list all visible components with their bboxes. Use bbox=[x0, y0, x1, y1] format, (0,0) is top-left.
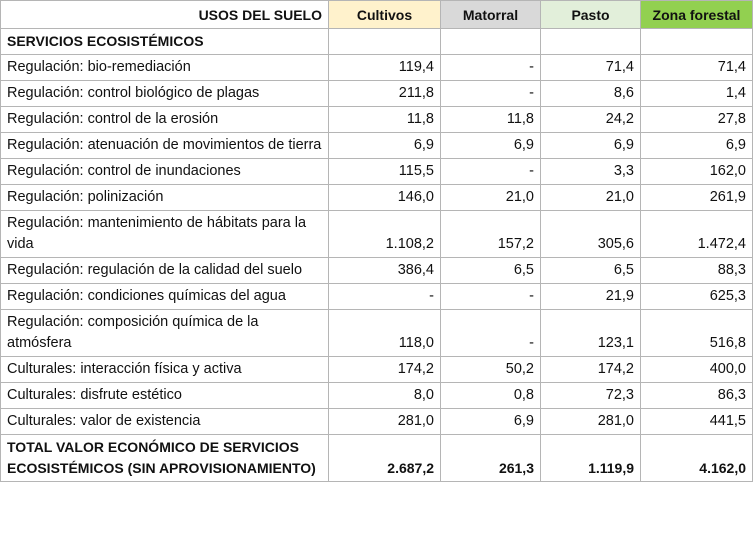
table-row bbox=[1, 185, 753, 211]
value-zona-forestal: 71,4 bbox=[641, 55, 753, 81]
table-row bbox=[1, 81, 753, 107]
header-pasto: Pasto bbox=[541, 1, 641, 29]
value-zona-forestal: 4.162,0 bbox=[641, 435, 753, 482]
table-row bbox=[1, 107, 753, 133]
value-cultivos: 6,9 bbox=[329, 133, 441, 159]
value-zona-forestal: 162,0 bbox=[641, 159, 753, 185]
row-label: Regulación: control de la erosión bbox=[1, 107, 329, 133]
value-pasto: 281,0 bbox=[541, 409, 641, 435]
row-label: Regulación: control de inundaciones bbox=[1, 159, 329, 185]
total-row bbox=[1, 435, 753, 482]
value-pasto: 71,4 bbox=[541, 55, 641, 81]
table-row bbox=[1, 357, 753, 383]
value-zona-forestal: 400,0 bbox=[641, 357, 753, 383]
value-zona-forestal: 27,8 bbox=[641, 107, 753, 133]
header-zona-forestal: Zona forestal bbox=[641, 1, 753, 29]
value-cultivos: 118,0 bbox=[329, 310, 441, 357]
row-label: Regulación: control biológico de plagas bbox=[1, 81, 329, 107]
table-row bbox=[1, 284, 753, 310]
value-zona-forestal: 86,3 bbox=[641, 383, 753, 409]
table-row bbox=[1, 258, 753, 284]
value-zona-forestal: 6,9 bbox=[641, 133, 753, 159]
table-row bbox=[1, 133, 753, 159]
header-row bbox=[1, 1, 753, 29]
row-label: Culturales: valor de existencia bbox=[1, 409, 329, 435]
value-matorral: - bbox=[441, 284, 541, 310]
row-label: Regulación: mantenimiento de hábitats para la vida bbox=[1, 211, 329, 258]
value-zona-forestal: 88,3 bbox=[641, 258, 753, 284]
row-label: Regulación: bio-remediación bbox=[1, 55, 329, 81]
empty-cell bbox=[541, 29, 641, 55]
value-cultivos: 8,0 bbox=[329, 383, 441, 409]
value-pasto: 174,2 bbox=[541, 357, 641, 383]
value-matorral: - bbox=[441, 310, 541, 357]
table-row bbox=[1, 211, 753, 258]
value-matorral: 157,2 bbox=[441, 211, 541, 258]
total-label: TOTAL VALOR ECONÓMICO DE SERVICIOS ECOSISTÉMICOS (SIN APROVISIONAMIENTO) bbox=[1, 435, 329, 482]
value-cultivos: 2.687,2 bbox=[329, 435, 441, 482]
value-matorral: 11,8 bbox=[441, 107, 541, 133]
value-cultivos: 281,0 bbox=[329, 409, 441, 435]
section-row bbox=[1, 29, 753, 55]
table-row bbox=[1, 55, 753, 81]
row-label: Regulación: polinización bbox=[1, 185, 329, 211]
value-matorral: - bbox=[441, 159, 541, 185]
value-cultivos: 11,8 bbox=[329, 107, 441, 133]
row-label: Regulación: atenuación de movimientos de tierra bbox=[1, 133, 329, 159]
value-zona-forestal: 1,4 bbox=[641, 81, 753, 107]
empty-cell bbox=[641, 29, 753, 55]
value-pasto: 6,9 bbox=[541, 133, 641, 159]
value-matorral: 6,9 bbox=[441, 133, 541, 159]
value-pasto: 8,6 bbox=[541, 81, 641, 107]
table-row bbox=[1, 409, 753, 435]
value-pasto: 24,2 bbox=[541, 107, 641, 133]
value-matorral: 0,8 bbox=[441, 383, 541, 409]
value-zona-forestal: 625,3 bbox=[641, 284, 753, 310]
value-matorral: - bbox=[441, 55, 541, 81]
value-cultivos: 386,4 bbox=[329, 258, 441, 284]
row-label: Regulación: composición química de la atmósfera bbox=[1, 310, 329, 357]
value-pasto: 21,0 bbox=[541, 185, 641, 211]
value-pasto: 3,3 bbox=[541, 159, 641, 185]
value-matorral: 6,5 bbox=[441, 258, 541, 284]
value-cultivos: 119,4 bbox=[329, 55, 441, 81]
value-cultivos: 211,8 bbox=[329, 81, 441, 107]
value-pasto: 305,6 bbox=[541, 211, 641, 258]
header-label: USOS DEL SUELO bbox=[1, 1, 329, 29]
header-matorral: Matorral bbox=[441, 1, 541, 29]
value-cultivos: 115,5 bbox=[329, 159, 441, 185]
value-matorral: 50,2 bbox=[441, 357, 541, 383]
value-cultivos: 174,2 bbox=[329, 357, 441, 383]
empty-cell bbox=[441, 29, 541, 55]
value-zona-forestal: 261,9 bbox=[641, 185, 753, 211]
row-label: Regulación: regulación de la calidad del suelo bbox=[1, 258, 329, 284]
row-label: Regulación: condiciones químicas del agua bbox=[1, 284, 329, 310]
value-matorral: 21,0 bbox=[441, 185, 541, 211]
value-zona-forestal: 441,5 bbox=[641, 409, 753, 435]
table-row bbox=[1, 159, 753, 185]
value-pasto: 6,5 bbox=[541, 258, 641, 284]
section-title: SERVICIOS ECOSISTÉMICOS bbox=[1, 29, 329, 55]
value-matorral: 261,3 bbox=[441, 435, 541, 482]
row-label: Culturales: disfrute estético bbox=[1, 383, 329, 409]
value-zona-forestal: 1.472,4 bbox=[641, 211, 753, 258]
value-matorral: - bbox=[441, 81, 541, 107]
value-pasto: 123,1 bbox=[541, 310, 641, 357]
table-row bbox=[1, 383, 753, 409]
value-pasto: 21,9 bbox=[541, 284, 641, 310]
value-cultivos: 146,0 bbox=[329, 185, 441, 211]
value-pasto: 1.119,9 bbox=[541, 435, 641, 482]
header-cultivos: Cultivos bbox=[329, 1, 441, 29]
empty-cell bbox=[329, 29, 441, 55]
value-cultivos: - bbox=[329, 284, 441, 310]
table-row bbox=[1, 310, 753, 357]
value-pasto: 72,3 bbox=[541, 383, 641, 409]
value-zona-forestal: 516,8 bbox=[641, 310, 753, 357]
value-cultivos: 1.108,2 bbox=[329, 211, 441, 258]
row-label: Culturales: interacción física y activa bbox=[1, 357, 329, 383]
value-matorral: 6,9 bbox=[441, 409, 541, 435]
